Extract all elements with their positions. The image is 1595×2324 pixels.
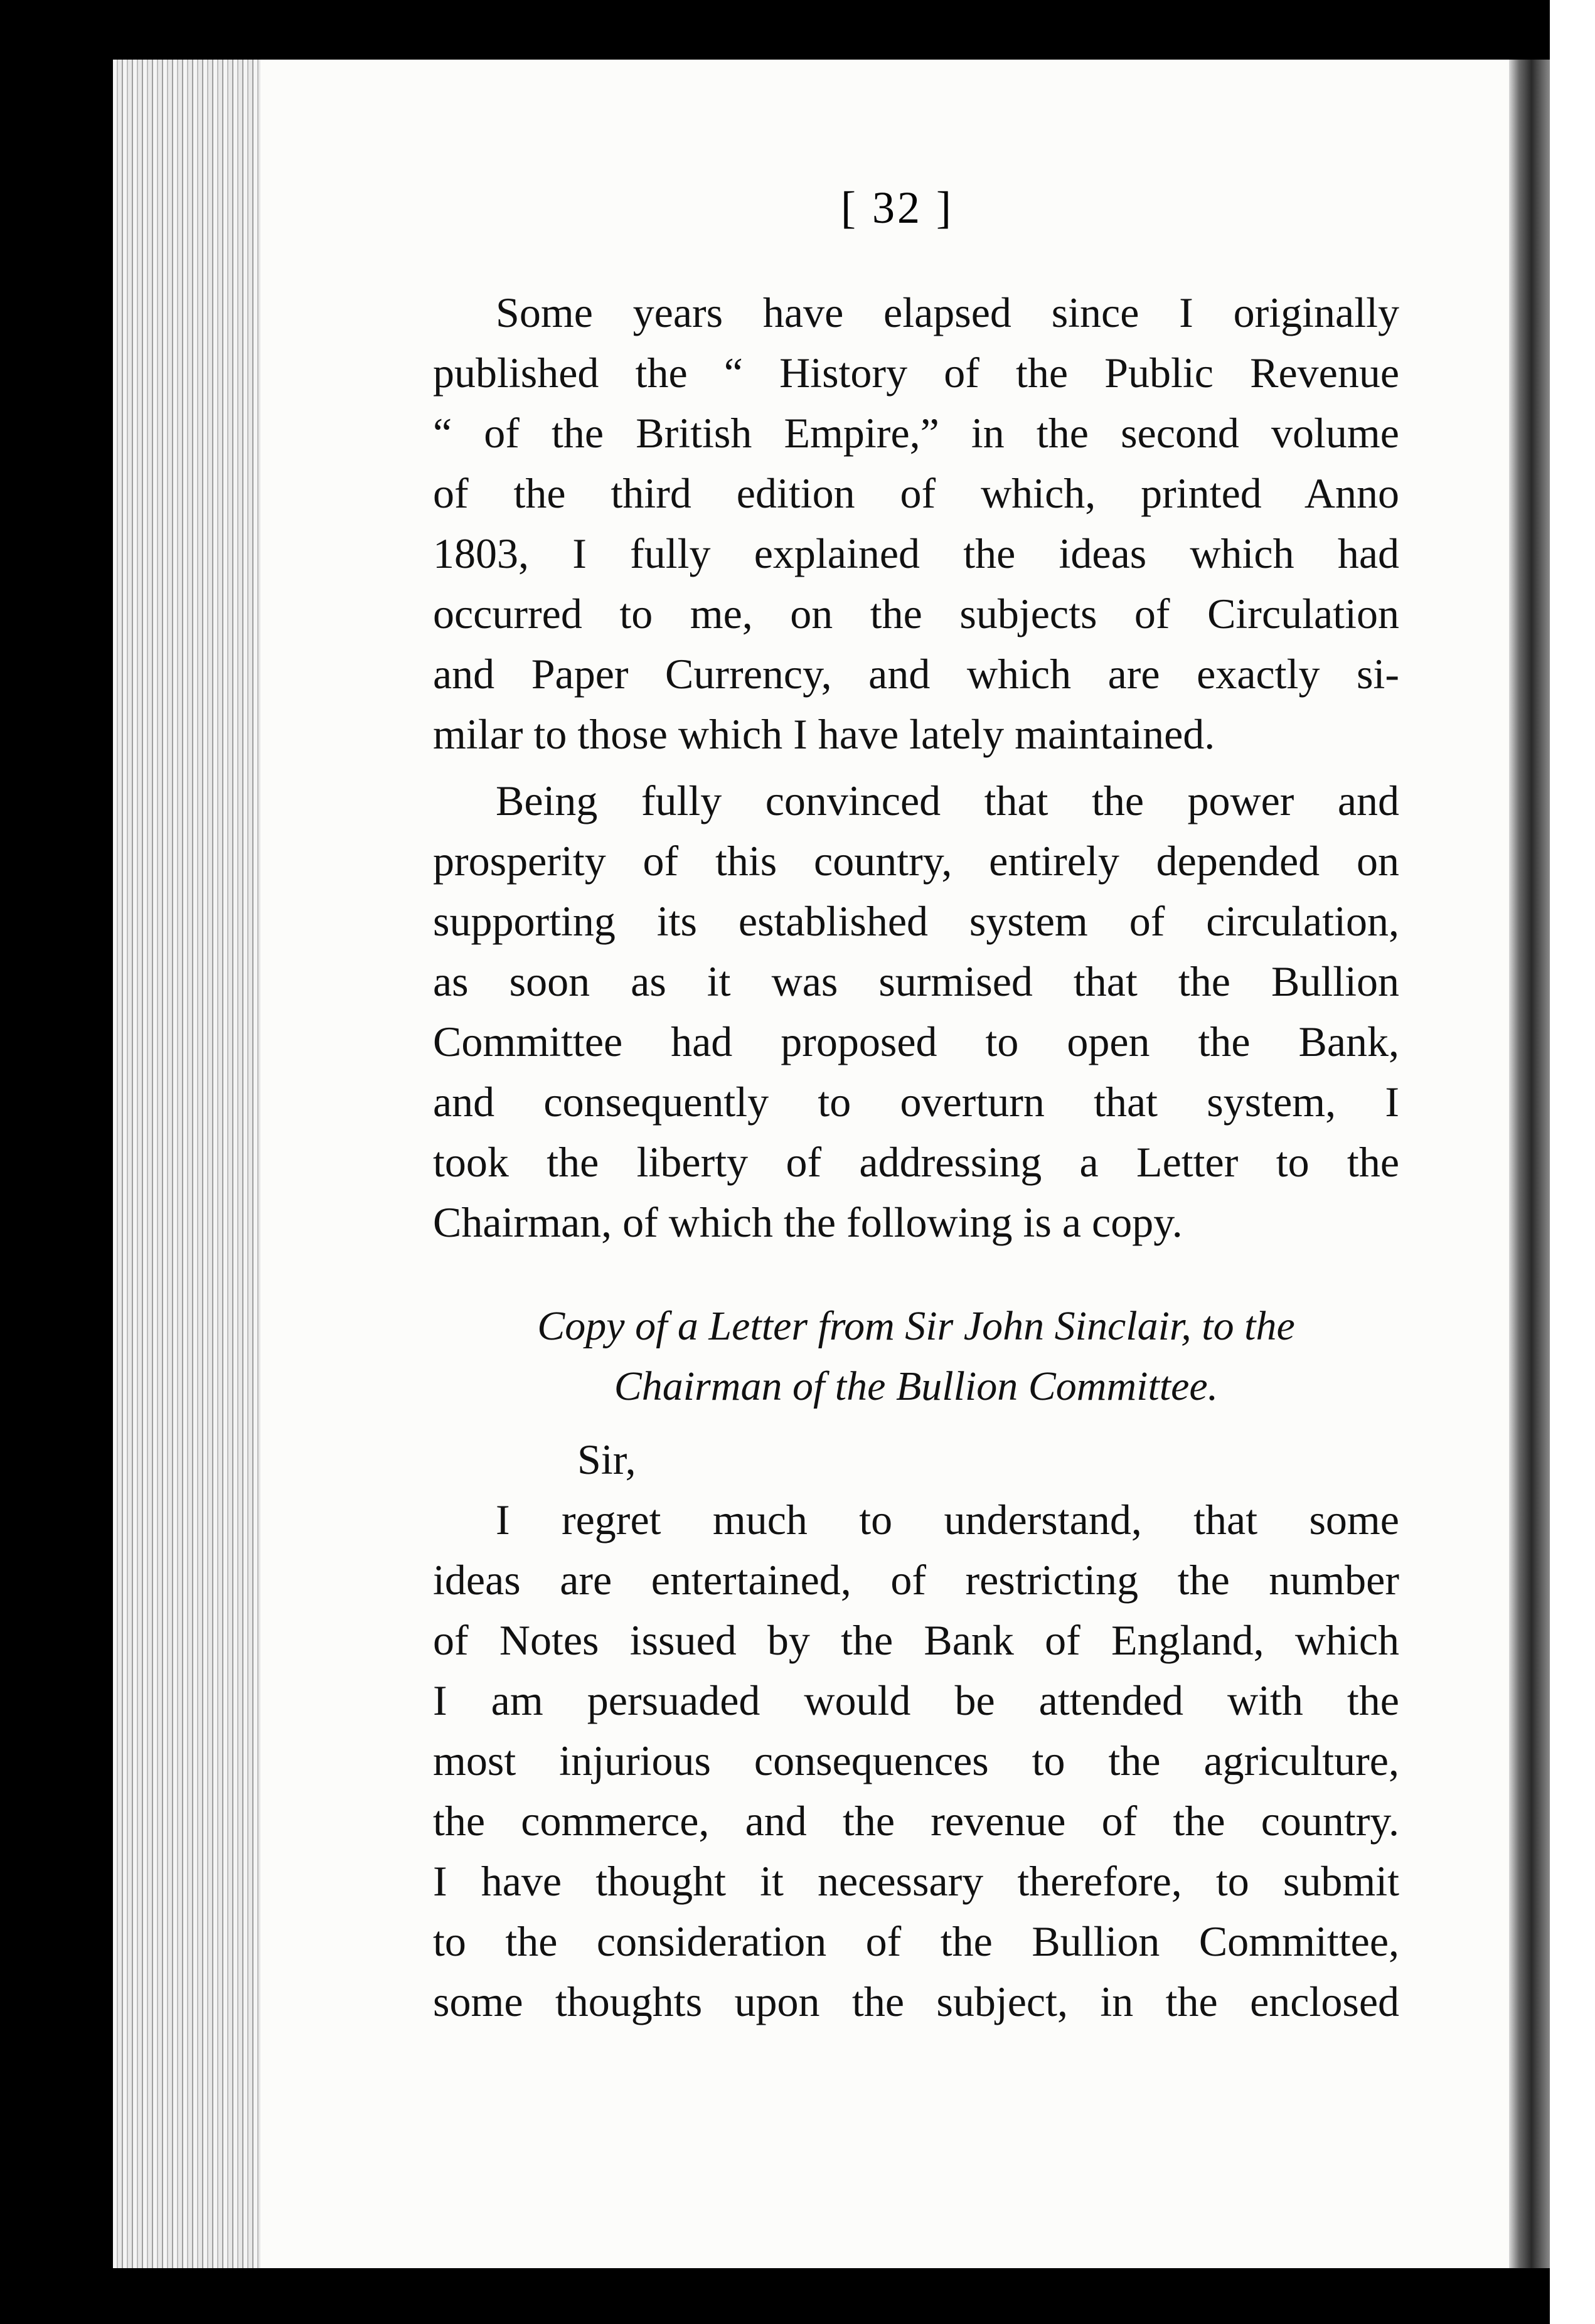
text-line: Chairman, of which the following is a copy. <box>433 1198 1183 1246</box>
text-line: Some years have elapsed since I originally <box>496 289 1399 336</box>
text-line: I have thought it necessary therefore, to submit <box>433 1857 1399 1905</box>
salutation: Sir, <box>577 1436 636 1483</box>
letter-heading <box>433 1296 1399 1417</box>
heading-line: Copy of a Letter from Sir John Sinclair, to the <box>537 1303 1295 1349</box>
text-line: Committee had proposed to open the Bank, <box>433 1018 1399 1065</box>
text-line: most injurious consequences to the agriculture, <box>433 1737 1399 1784</box>
heading-line: Chairman of the Bullion Committee. <box>614 1363 1219 1409</box>
text-line: of the third edition of which, printed Anno <box>433 469 1399 517</box>
text-line: ideas are entertained, of restricting the number <box>433 1556 1399 1604</box>
text-line: some thoughts upon the subject, in the enclosed <box>433 1978 1399 2025</box>
text-line: and Paper Currency, and which are exactly si- <box>433 650 1399 698</box>
text-line: and consequently to overturn that system, I <box>433 1078 1399 1126</box>
page-text <box>433 282 1399 2032</box>
text-line: the commerce, and the revenue of the country. <box>433 1797 1399 1845</box>
text-line: prosperity of this country, entirely depended on <box>433 837 1399 885</box>
text-line: as soon as it was surmised that the Bullion <box>433 957 1399 1005</box>
scan-border-left <box>0 0 113 2324</box>
text-line: 1803, I fully explained the ideas which had <box>433 530 1399 577</box>
page-edges <box>113 60 260 2268</box>
text-line: supporting its established system of circulation, <box>433 897 1399 945</box>
text-line: took the liberty of addressing a Letter to the <box>433 1138 1399 1186</box>
text-line: milar to those which I have lately maintained. <box>433 710 1215 758</box>
text-line: “ of the British Empire,” in the second volume <box>433 409 1399 457</box>
page-number: [ 32 ] <box>841 183 954 233</box>
letter-body <box>433 1490 1399 2032</box>
text-line: Being fully convinced that the power and <box>496 777 1399 824</box>
scan-border-right <box>1550 0 1595 2324</box>
paragraph-2 <box>433 770 1399 1252</box>
text-line: I regret much to understand, that some <box>496 1496 1399 1543</box>
text-line: occurred to me, on the subjects of Circulation <box>433 590 1399 637</box>
paragraph-1 <box>433 282 1399 764</box>
text-line: published the “ History of the Public Revenue <box>433 349 1399 397</box>
text-line: I am persuaded would be attended with the <box>433 1676 1399 1724</box>
book-spine-shadow <box>1509 60 1550 2268</box>
text-line: of Notes issued by the Bank of England, which <box>433 1616 1399 1664</box>
text-line: to the consideration of the Bullion Committee, <box>433 1917 1399 1965</box>
